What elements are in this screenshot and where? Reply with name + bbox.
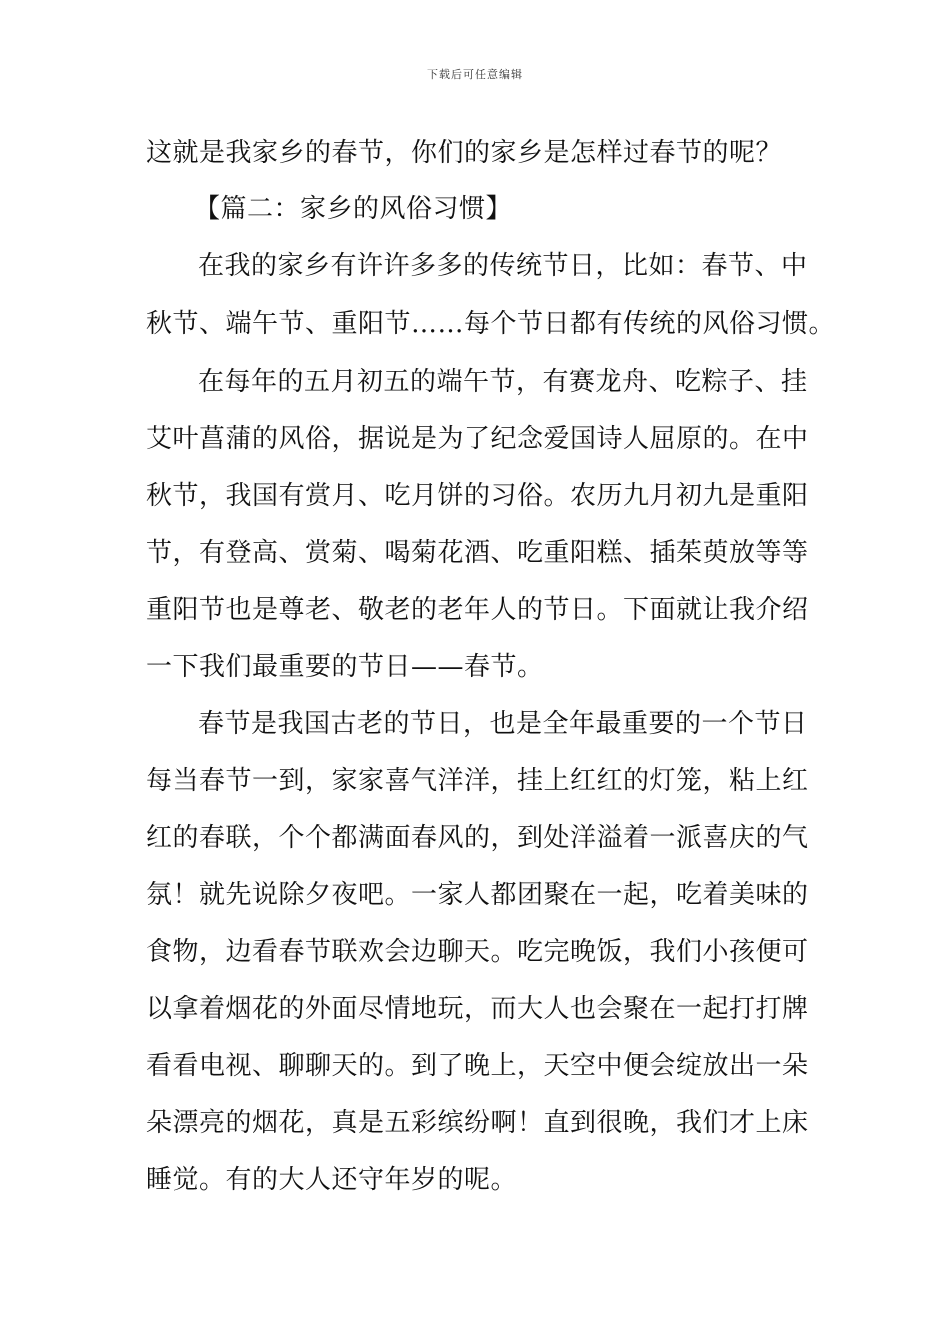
- paragraph-line: 春节是我国古老的节日，也是全年最重要的一个节日: [198, 709, 808, 739]
- text-line: 看看电视、聊聊天的。到了晚上，天空中便会绽放出一朵: [146, 1051, 809, 1081]
- text-line: 节，有登高、赏菊、喝菊花酒、吃重阳糕、插茱萸放等等: [146, 538, 809, 568]
- section-title: 【篇二：家乡的风俗习惯】: [194, 194, 513, 224]
- text-line: 这就是我家乡的春节，你们的家乡是怎样过春节的呢？: [146, 138, 783, 168]
- paragraph-line: 在每年的五月初五的端午节，有赛龙舟、吃粽子、挂: [198, 367, 808, 397]
- text-line: 氛！就先说除夕夜吧。一家人都团聚在一起，吃着美味的: [146, 880, 809, 910]
- page-header: 下载后可任意编辑: [427, 68, 523, 81]
- paragraph-line: 在我的家乡有许许多多的传统节日，比如：春节、中: [198, 251, 808, 281]
- text-line: 秋节，我国有赏月、吃月饼的习俗。农历九月初九是重阳: [146, 481, 809, 511]
- text-line: 艾叶菖蒲的风俗，据说是为了纪念爱国诗人屈原的。在中: [146, 424, 809, 454]
- text-line: 红的春联，个个都满面春风的，到处洋溢着一派喜庆的气: [146, 823, 809, 853]
- text-line: 每当春节一到，家家喜气洋洋，挂上红红的灯笼，粘上红: [146, 766, 809, 796]
- text-line: 食物，边看春节联欢会边聊天。吃完晚饭，我们小孩便可: [146, 937, 809, 967]
- text-line: 秋节、端午节、重阳节……每个节日都有传统的风俗习惯。: [146, 309, 836, 339]
- text-line: 一下我们最重要的节日——春节。: [146, 652, 544, 682]
- text-line: 睡觉。有的大人还守年岁的呢。: [146, 1165, 518, 1195]
- text-line: 重阳节也是尊老、敬老的老年人的节日。下面就让我介绍: [146, 595, 809, 625]
- text-line: 以拿着烟花的外面尽情地玩，而大人也会聚在一起打打牌: [146, 994, 809, 1024]
- text-line: 朵漂亮的烟花，真是五彩缤纷啊！直到很晚，我们才上床: [146, 1108, 809, 1138]
